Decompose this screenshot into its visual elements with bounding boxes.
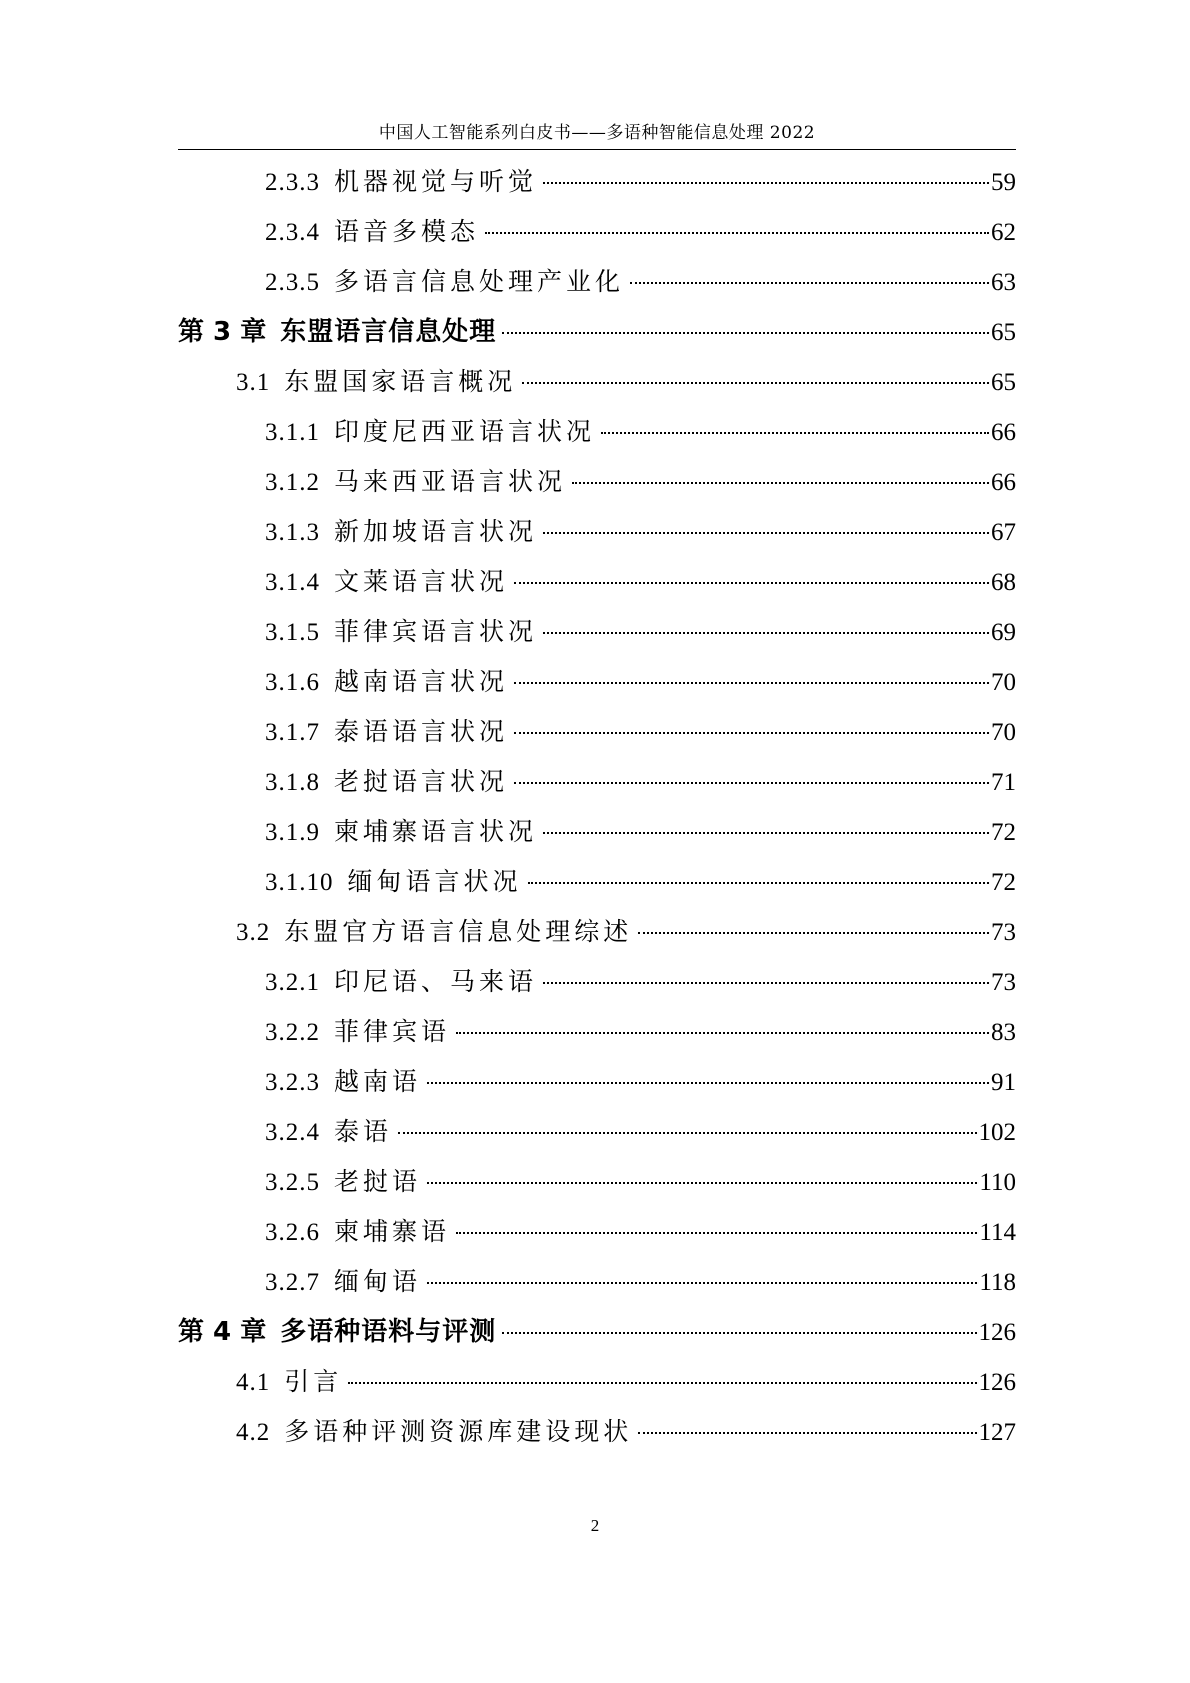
toc-entry-page: 68	[991, 569, 1016, 596]
toc-entry-number: 3.1.5	[265, 619, 320, 646]
toc-entry-title: 东盟官方语言信息处理综述	[284, 917, 633, 946]
toc-subsection-entry[interactable]	[178, 957, 1016, 1007]
toc-entry-page: 118	[979, 1269, 1016, 1296]
toc-entry-number: 2.3.4	[265, 219, 320, 246]
toc-entry-number: 3.1.7	[265, 719, 320, 746]
toc-entry-title: 引言	[284, 1367, 343, 1396]
toc-entry-title: 菲律宾语	[334, 1017, 451, 1046]
toc-entry-page: 66	[991, 469, 1016, 496]
toc-entry-page: 65	[991, 319, 1016, 346]
toc-dot-leader	[522, 382, 989, 384]
toc-entry-title: 新加坡语言状况	[334, 517, 538, 546]
toc-entry-title: 泰语语言状况	[334, 717, 509, 746]
toc-entry-number: 3.1.2	[265, 469, 320, 496]
toc-entry-title: 东盟语言信息处理	[280, 317, 497, 347]
toc-entry-number: 3.2.7	[265, 1269, 320, 1296]
toc-entry-title: 多语种评测资源库建设现状	[284, 1417, 633, 1446]
toc-entry-page: 72	[991, 819, 1016, 846]
toc-dot-leader	[543, 632, 989, 634]
toc-entry-number: 第 4 章	[178, 1317, 267, 1347]
toc-entry-page: 126	[978, 1369, 1016, 1396]
toc-entry-number: 3.1	[236, 369, 271, 396]
header-divider	[178, 149, 1016, 150]
toc-dot-leader	[427, 1182, 977, 1184]
toc-subsection-entry[interactable]	[178, 707, 1016, 757]
toc-entry-number: 第 3 章	[178, 317, 267, 347]
toc-entry-title: 柬埔寨语	[334, 1217, 451, 1246]
toc-dot-leader	[543, 982, 989, 984]
toc-subsection-entry[interactable]	[178, 607, 1016, 657]
toc-subsection-entry[interactable]	[178, 757, 1016, 807]
toc-subsection-entry[interactable]	[178, 157, 1016, 207]
running-header: 中国人工智能系列白皮书——多语种智能信息处理 2022	[378, 123, 816, 143]
toc-dot-leader	[514, 682, 989, 684]
toc-entry-page: 127	[978, 1419, 1016, 1446]
toc-subsection-entry[interactable]	[178, 1007, 1016, 1057]
toc-section-entry[interactable]	[178, 357, 1016, 407]
toc-dot-leader	[543, 182, 989, 184]
toc-dot-leader	[456, 1032, 989, 1034]
toc-entry-title: 泰语	[334, 1117, 393, 1146]
toc-subsection-entry[interactable]	[178, 1107, 1016, 1157]
toc-entry-title: 文莱语言状况	[334, 567, 509, 596]
toc-dot-leader	[502, 1332, 976, 1334]
toc-dot-leader	[528, 882, 989, 884]
toc-entry-page: 69	[991, 619, 1016, 646]
toc-entry-page: 91	[991, 1069, 1016, 1096]
toc-dot-leader	[543, 832, 989, 834]
toc-entry-page: 65	[991, 369, 1016, 396]
toc-dot-leader	[427, 1082, 989, 1084]
toc-dot-leader	[502, 332, 989, 334]
toc-subsection-entry[interactable]	[178, 1257, 1016, 1307]
toc-entry-number: 3.2.1	[265, 969, 320, 996]
toc-entry-page: 126	[978, 1319, 1016, 1346]
toc-entry-page: 102	[978, 1119, 1016, 1146]
toc-entry-title: 柬埔寨语言状况	[334, 817, 538, 846]
toc-entry-page: 83	[991, 1019, 1016, 1046]
toc-entry-title: 多语言信息处理产业化	[334, 267, 625, 296]
toc-chapter-entry[interactable]	[178, 1307, 1016, 1357]
toc-section-entry[interactable]	[178, 1407, 1016, 1457]
toc-entry-number: 3.2.6	[265, 1219, 320, 1246]
toc-dot-leader	[514, 582, 989, 584]
toc-subsection-entry[interactable]	[178, 1207, 1016, 1257]
toc-entry-title: 印尼语、马来语	[334, 967, 538, 996]
toc-subsection-entry[interactable]	[178, 807, 1016, 857]
toc-entry-title: 老挝语言状况	[334, 767, 509, 796]
toc-entry-number: 3.2	[236, 919, 271, 946]
toc-entry-page: 67	[991, 519, 1016, 546]
toc-entry-title: 机器视觉与听觉	[334, 167, 538, 196]
toc-entry-number: 3.1.1	[265, 419, 320, 446]
toc-subsection-entry[interactable]	[178, 1157, 1016, 1207]
toc-entry-page: 73	[991, 919, 1016, 946]
toc-entry-title: 老挝语	[334, 1167, 422, 1196]
toc-subsection-entry[interactable]	[178, 557, 1016, 607]
table-of-contents	[178, 157, 1016, 1457]
toc-entry-title: 东盟国家语言概况	[284, 367, 517, 396]
toc-entry-number: 3.1.9	[265, 819, 320, 846]
toc-entry-page: 73	[991, 969, 1016, 996]
toc-entry-title: 菲律宾语言状况	[334, 617, 538, 646]
toc-dot-leader	[630, 282, 989, 284]
toc-entry-page: 59	[991, 169, 1016, 196]
toc-entry-page: 63	[991, 269, 1016, 296]
toc-dot-leader	[601, 432, 989, 434]
toc-entry-number: 3.2.3	[265, 1069, 320, 1096]
toc-section-entry[interactable]	[178, 907, 1016, 957]
toc-entry-title: 多语种语料与评测	[280, 1317, 497, 1347]
toc-entry-page: 72	[991, 869, 1016, 896]
toc-subsection-entry[interactable]	[178, 1057, 1016, 1107]
toc-subsection-entry[interactable]	[178, 857, 1016, 907]
toc-entry-number: 3.1.4	[265, 569, 320, 596]
toc-entry-number: 2.3.5	[265, 269, 320, 296]
toc-dot-leader	[638, 1432, 976, 1434]
toc-entry-number: 3.2.4	[265, 1119, 320, 1146]
toc-chapter-entry[interactable]	[178, 307, 1016, 357]
toc-entry-number: 3.1.3	[265, 519, 320, 546]
toc-entry-page: 70	[991, 669, 1016, 696]
toc-dot-leader	[638, 932, 989, 934]
toc-dot-leader	[514, 782, 989, 784]
toc-entry-title: 越南语言状况	[334, 667, 509, 696]
toc-entry-title: 马来西亚语言状况	[334, 467, 567, 496]
toc-entry-number: 3.1.10	[265, 869, 334, 896]
toc-dot-leader	[485, 232, 989, 234]
toc-entry-number: 3.1.8	[265, 769, 320, 796]
toc-entry-title: 缅甸语	[334, 1267, 422, 1296]
toc-subsection-entry[interactable]	[178, 657, 1016, 707]
toc-entry-title: 语音多模态	[334, 217, 480, 246]
toc-entry-number: 4.1	[236, 1369, 271, 1396]
toc-entry-number: 4.2	[236, 1419, 271, 1446]
toc-subsection-entry[interactable]	[178, 457, 1016, 507]
toc-subsection-entry[interactable]	[178, 507, 1016, 557]
toc-dot-leader	[427, 1282, 977, 1284]
toc-subsection-entry[interactable]	[178, 207, 1016, 257]
toc-entry-page: 114	[979, 1219, 1016, 1246]
toc-entry-title: 印度尼西亚语言状况	[334, 417, 596, 446]
toc-entry-page: 70	[991, 719, 1016, 746]
toc-entry-number: 3.1.6	[265, 669, 320, 696]
toc-entry-number: 3.2.2	[265, 1019, 320, 1046]
toc-dot-leader	[456, 1232, 977, 1234]
toc-entry-number: 2.3.3	[265, 169, 320, 196]
toc-entry-page: 62	[991, 219, 1016, 246]
toc-dot-leader	[572, 482, 989, 484]
toc-entry-title: 缅甸语言状况	[347, 867, 522, 896]
toc-dot-leader	[398, 1132, 976, 1134]
toc-subsection-entry[interactable]	[178, 257, 1016, 307]
toc-entry-page: 66	[991, 419, 1016, 446]
page-number: 2	[590, 1516, 600, 1535]
toc-dot-leader	[348, 1382, 976, 1384]
toc-section-entry[interactable]	[178, 1357, 1016, 1407]
toc-entry-title: 越南语	[334, 1067, 422, 1096]
toc-dot-leader	[514, 732, 989, 734]
toc-subsection-entry[interactable]	[178, 407, 1016, 457]
toc-dot-leader	[543, 532, 989, 534]
toc-entry-page: 110	[979, 1169, 1016, 1196]
toc-entry-page: 71	[991, 769, 1016, 796]
toc-entry-number: 3.2.5	[265, 1169, 320, 1196]
